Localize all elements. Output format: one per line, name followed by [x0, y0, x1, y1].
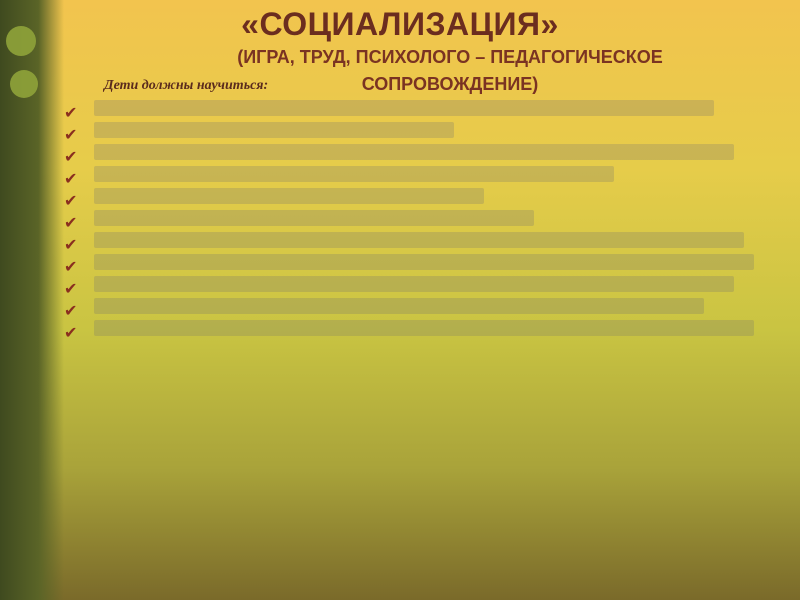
- check-icon: ✔: [64, 147, 78, 166]
- text-placeholder: [94, 144, 734, 160]
- page-subtitle: (ИГРА, ТРУД, ПСИХОЛОГО – ПЕДАГОГИЧЕСКОЕ СОПРОВОЖДЕНИЕ): [237, 47, 663, 94]
- check-icon: ✔: [64, 103, 78, 122]
- check-icon: ✔: [64, 279, 78, 298]
- check-icon: ✔: [64, 213, 78, 232]
- list-item: [64, 144, 764, 166]
- list-item: [64, 298, 764, 320]
- list-item: [64, 276, 764, 298]
- decorative-dot: [10, 70, 38, 98]
- check-icon: ✔: [64, 323, 78, 342]
- text-placeholder: [94, 100, 714, 116]
- list-item: [64, 100, 764, 122]
- list-item: [64, 166, 764, 188]
- list-item: [64, 188, 764, 210]
- check-icon: ✔: [64, 191, 78, 210]
- list-item: [64, 122, 764, 144]
- page-title: «СОЦИАЛИЗАЦИЯ»: [241, 6, 559, 42]
- text-placeholder: [94, 166, 614, 182]
- intro-label: Дети должны научиться:: [104, 78, 269, 93]
- text-placeholder: [94, 276, 734, 292]
- check-icon: ✔: [64, 301, 78, 320]
- list-item: [64, 210, 764, 232]
- text-placeholder: [94, 298, 704, 314]
- text-placeholder: [94, 320, 754, 336]
- text-placeholder: [94, 232, 744, 248]
- list-item: [64, 320, 764, 342]
- text-placeholder: [94, 210, 534, 226]
- text-placeholder: [94, 122, 454, 138]
- check-icon: ✔: [64, 125, 78, 144]
- list-item: [64, 254, 764, 276]
- check-icon: ✔: [64, 257, 78, 276]
- text-placeholder: [94, 188, 484, 204]
- skills-list: [64, 100, 764, 342]
- check-icon: ✔: [64, 169, 78, 188]
- text-placeholder: [94, 254, 754, 270]
- check-icon: ✔: [64, 235, 78, 254]
- list-item: [64, 232, 764, 254]
